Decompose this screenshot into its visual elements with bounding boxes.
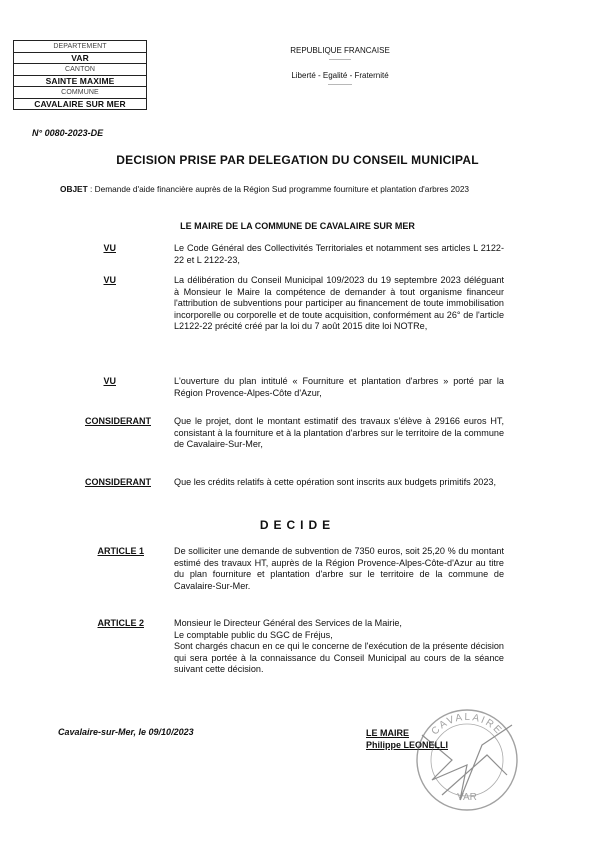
objet-text: : Demande d'aide financière auprès de la Région Sud programme fourniture et plantation d'arbres 2023 bbox=[87, 184, 470, 194]
article-2-line: Le comptable public du SGC de Fréjus, bbox=[174, 629, 333, 640]
clause-text: Que les crédits relatifs à cette opération sont inscrits aux budgets primitifs 2023, bbox=[174, 477, 496, 487]
objet-paragraph bbox=[60, 184, 550, 195]
clause-text: Le Code Général des Collectivités Territoriales et notamment ses articles L 2122-22 et L 2122-23, bbox=[174, 243, 504, 265]
article-2-text bbox=[174, 618, 504, 676]
clause-label: CONSIDERANT bbox=[84, 416, 151, 426]
article-1-label: ARTICLE 1 bbox=[97, 546, 144, 556]
clause-text: L'ouverture du plan intitulé « Fourniture et plantation d'arbres » porté par la Région Provence-Alpes-Côte d'Azur, bbox=[174, 376, 504, 398]
decide-heading: DECIDE bbox=[259, 518, 336, 532]
handwritten-signature bbox=[422, 725, 512, 800]
stamp-text-bottom: VAR bbox=[457, 792, 477, 803]
clause-label: VU bbox=[103, 376, 116, 386]
republic-header bbox=[275, 44, 405, 88]
objet-label: OBJET bbox=[60, 184, 88, 194]
republic-divider-1: ----------- bbox=[329, 57, 351, 63]
clause-label: CONSIDERANT bbox=[84, 477, 151, 487]
article-1-text: De solliciter une demande de subvention de 7350 euros, soit 25,20 % du montant estimé des travaux HT, auprès de la Région Provence-Alpes-Côte-d'Azur au titre du plan fourniture et plantation d'arbre sur le territoire de la commune de Cavalaire-Sur-Mer. bbox=[174, 546, 504, 591]
svg-text:CAVALAIRE bbox=[430, 712, 505, 737]
decision-number: N° 0080-2023-DE bbox=[32, 128, 104, 138]
administrative-header-box bbox=[13, 40, 147, 110]
republic-title: REPUBLIQUE FRANCAISE bbox=[290, 46, 390, 55]
admin-commune-value: CAVALAIRE SUR MER bbox=[14, 99, 147, 111]
place-and-date: Cavalaire-sur-Mer, le 09/10/2023 bbox=[58, 727, 194, 737]
admin-canton-value: SAINTE MAXIME bbox=[14, 76, 147, 88]
republic-motto: Liberté - Egalité - Fraternité bbox=[291, 71, 389, 80]
document-title: DECISION PRISE PAR DELEGATION DU CONSEIL MUNICIPAL bbox=[116, 153, 479, 167]
stamp-text-top: CAVALAIRE bbox=[429, 711, 505, 738]
signer-title: LE MAIRE bbox=[366, 728, 410, 738]
article-2-line: Monsieur le Directeur Général des Services de la Mairie, bbox=[174, 618, 402, 628]
admin-departement-value: VAR bbox=[14, 53, 147, 65]
republic-divider-2: ------------ bbox=[328, 82, 352, 88]
article-2-label: ARTICLE 2 bbox=[97, 618, 144, 628]
municipal-seal-stamp bbox=[412, 705, 522, 815]
admin-canton-label: CANTON bbox=[14, 64, 147, 76]
admin-departement-label: DEPARTEMENT bbox=[14, 41, 147, 53]
clause-label: VU bbox=[103, 275, 116, 285]
signer-name: Philippe LEONELLI bbox=[366, 740, 449, 750]
admin-commune-label: COMMUNE bbox=[14, 87, 147, 99]
clause-text: La délibération du Conseil Municipal 109/2023 du 19 septembre 2023 déléguant à Monsieur le Maire la compétence de demander à tout organisme financeur l'attribution de subventions pour participer au financement de toute immobilisation incorporelle ou corporelle et de toute acquisition, conformément au 26° de l'article L2122-22 précité créé par la loi du 7 août 2015 dite loi NOTRe, bbox=[174, 275, 504, 332]
clause-text: Que le projet, dont le montant estimatif des travaux s'élève à 29166 euros HT, consistant à la fourniture et à la plantation d'arbres sur le territoire de la commune de Cavalaire-Sur-Mer, bbox=[174, 416, 504, 450]
clause-label: VU bbox=[103, 243, 116, 253]
article-2-line: Sont chargés chacun en ce qui le concerne de l'exécution de la présente décision qui sera portée à la connaissance du Conseil Municipal au cours de la séance suivant cette décision. bbox=[174, 641, 504, 675]
maire-heading: LE MAIRE DE LA COMMUNE DE CAVALAIRE SUR MER bbox=[180, 221, 415, 231]
